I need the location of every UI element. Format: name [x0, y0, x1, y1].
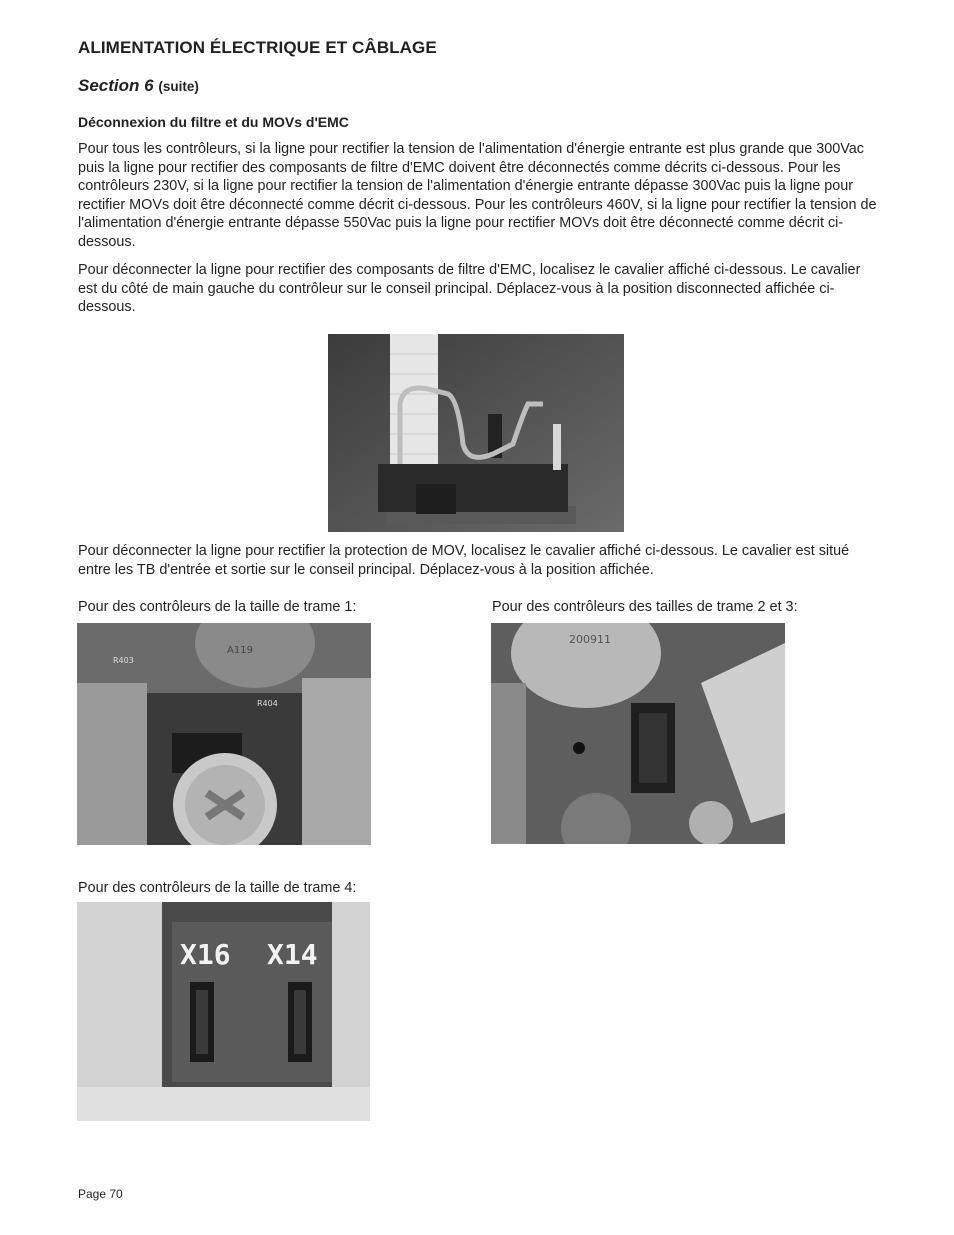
- paragraph-intro: Pour tous les contrôleurs, si la ligne pour rectifier la tension de l'alimentation d'énergie entrante est plus grande que 300Vac puis la ligne pour rectifier des composants de filtre d'EMC doivent être déconnectés comme décrits ci-dessous. Pour les contrôleurs 230V, si la ligne pour rectifier la tension de l'alimentation d'énergie entrante dépasse 300Vac puis la ligne pour rectifier MOVs doit être déconnecté comme décrit ci-dessous. Pour les contrôleurs 460V, si la ligne pour rectifier la tension de l'alimentation d'énergie entrante dépasse 550Vac puis la ligne pour rectifier MOVs doit être déconnecté comme décrit ci-dessous.: [78, 141, 877, 250]
- caption-frame-4: Pour des contrôleurs de la taille de trame 4:: [78, 880, 357, 896]
- subsection-title: Déconnexion du filtre et du MOVs d'EMC: [78, 114, 349, 130]
- paragraph-emc-jumper: Pour déconnecter la ligne pour rectifier des composants de filtre d'EMC, localisez le cavalier affiché ci-dessous. Le cavalier est du côté de main gauche du contrôleur sur le conseil principal. Déplacez-vous à la position disconnected affichée ci-dessous.: [78, 262, 861, 316]
- x16-label: X16: [180, 938, 231, 971]
- frame-1-photo: [77, 623, 371, 845]
- capacitor-label: A119: [227, 645, 253, 656]
- x14-label: X14: [267, 938, 318, 971]
- paragraph-mov-jumper: Pour déconnecter la ligne pour rectifier la protection de MOV, localisez le cavalier affiché ci-dessous. Le cavalier est situé entre les TB d'entrée et sortie sur le conseil principal. Déplacez-vous à la position affichée.: [78, 543, 850, 578]
- page-heading: ALIMENTATION ÉLECTRIQUE ET CÂBLAGE: [78, 38, 437, 57]
- section-label: Section 6: [78, 76, 154, 95]
- emc-jumper-photo: [328, 334, 624, 532]
- frame-4-photo: [77, 902, 370, 1121]
- section-title: [78, 76, 199, 96]
- caption-frame-2-3: Pour des contrôleurs des tailles de trame 2 et 3:: [492, 599, 798, 615]
- frame-2-3-photo: [491, 623, 785, 844]
- page-number: Page 70: [78, 1187, 123, 1201]
- capacitor-2-label: 200911: [569, 633, 611, 646]
- section-suffix: (suite): [158, 79, 199, 94]
- r403-label: R403: [113, 656, 134, 665]
- caption-frame-1: Pour des contrôleurs de la taille de trame 1:: [78, 599, 357, 615]
- r404-label: R404: [257, 699, 278, 708]
